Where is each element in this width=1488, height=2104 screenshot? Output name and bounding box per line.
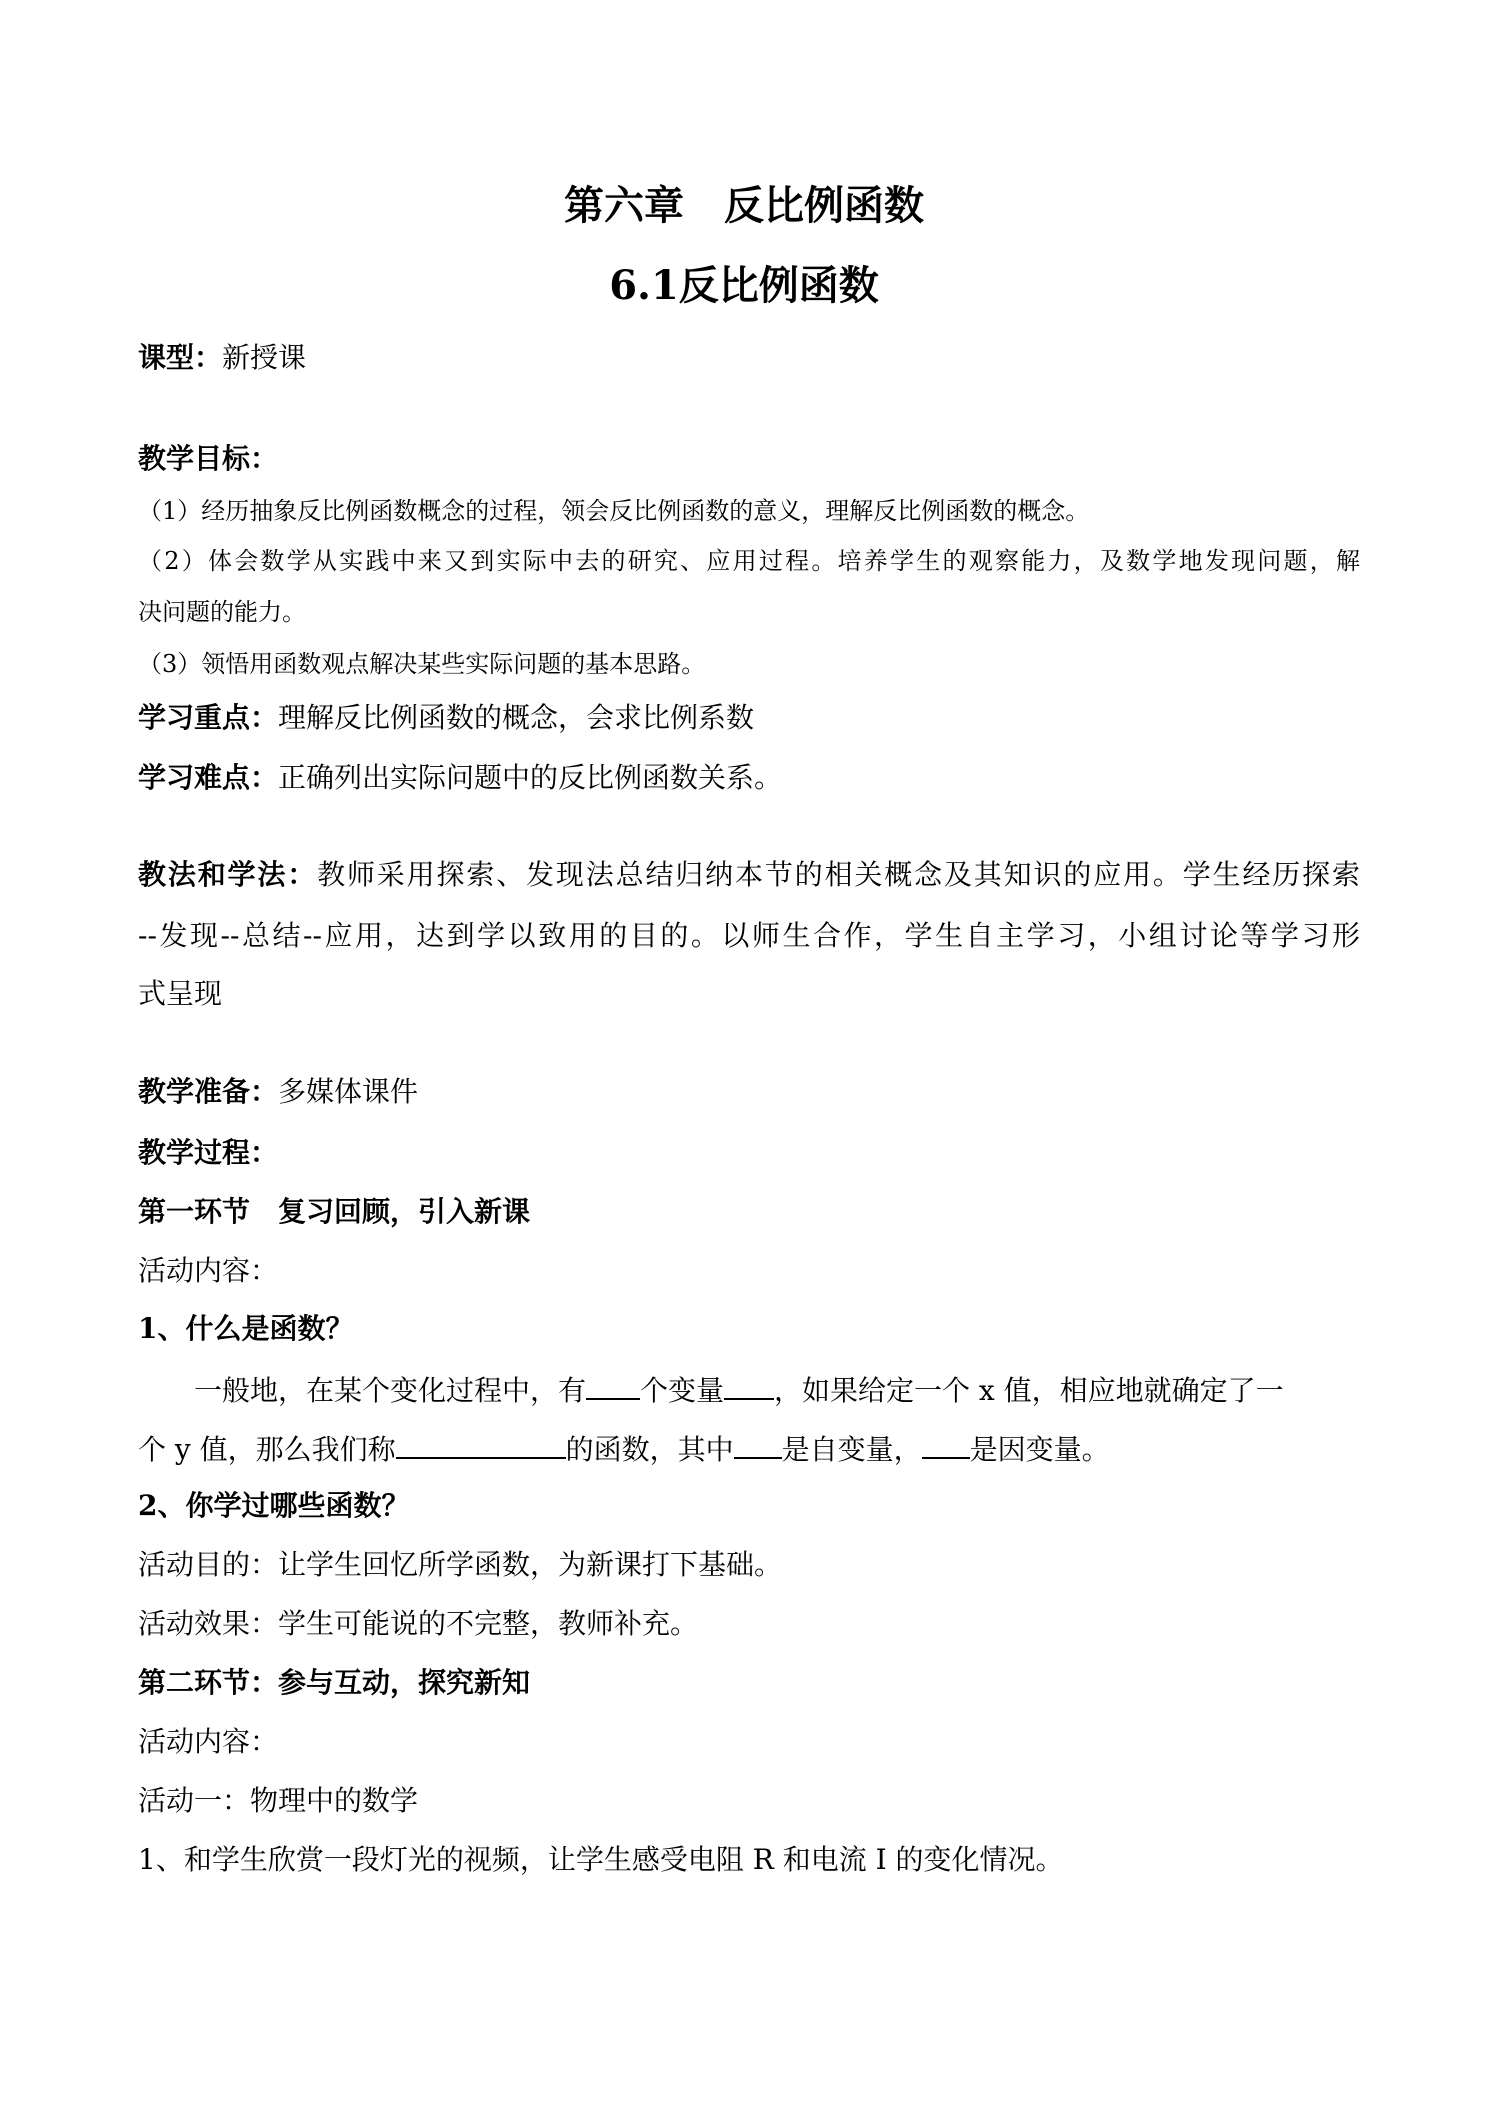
difficulties-value: 正确列出实际问题中的反比例函数关系。 — [278, 761, 783, 794]
fill-blank[interactable] — [396, 1429, 566, 1459]
methods-text: 教师采用探索、发现法总结归纳本节的相关概念及其知识的应用。学生经历探索 — [317, 858, 1360, 891]
activity-effect: 活动效果：学生可能说的不完整，教师补充。 — [138, 1607, 699, 1640]
fill-blank[interactable] — [922, 1429, 970, 1459]
objective-item: （2）体会数学从实践中来又到实际中去的研究、应用过程。培养学生的观察能力，及数学地发现问题，解 — [138, 547, 1360, 575]
lesson-type-value: 新授课 — [222, 341, 307, 374]
fill-text: 个变量 — [640, 1374, 725, 1407]
key-points-value: 理解反比例函数的概念，会求比例系数 — [278, 701, 755, 734]
fill-text: 的函数，其中 — [565, 1433, 734, 1466]
fill-text: 是自变量， — [781, 1433, 922, 1466]
question-2: 2、你学过哪些函数？ — [138, 1489, 410, 1522]
fill-in-line-2 — [138, 1429, 1360, 1468]
fill-blank[interactable] — [724, 1370, 774, 1400]
activity-content-label: 活动内容： — [138, 1254, 279, 1287]
fill-text: 一般地，在某个变化过程中，有 — [138, 1374, 587, 1407]
objectives-heading: 教学目标： — [138, 442, 279, 475]
preparation-label: 教学准备： — [138, 1075, 279, 1108]
fill-in-line-1 — [138, 1370, 1360, 1409]
objective-item: （3）领悟用函数观点解决某些实际问题的基本思路。 — [138, 650, 706, 678]
activity-content-label: 活动内容： — [138, 1725, 279, 1758]
lesson-type — [138, 340, 1360, 376]
activity-purpose: 活动目的：让学生回忆所学函数，为新课打下基础。 — [138, 1548, 783, 1581]
key-points-label: 学习重点： — [138, 701, 279, 734]
methods-line: 式呈现 — [138, 977, 223, 1010]
fill-text: 个 y 值，那么我们称 — [138, 1433, 396, 1466]
fill-text: 是因变量。 — [969, 1433, 1110, 1466]
activity-one: 活动一：物理中的数学 — [138, 1784, 419, 1817]
difficulties-label: 学习难点： — [138, 761, 279, 794]
objective-item: 决问题的能力。 — [138, 598, 306, 626]
section-title: 6.1反比例函数 — [609, 262, 879, 309]
stage1-heading: 第一环节 复习回顾，引入新课 — [138, 1195, 531, 1228]
preparation-value: 多媒体课件 — [278, 1075, 419, 1108]
lesson-type-label: 课型： — [138, 341, 223, 374]
methods-line — [138, 857, 1360, 893]
fill-blank[interactable] — [734, 1429, 782, 1459]
key-points — [138, 700, 1360, 736]
process-heading: 教学过程： — [138, 1136, 279, 1169]
methods-line: --发现--总结--应用，达到学以致用的目的。以师生合作，学生自主学习，小组讨论等学习形 — [138, 919, 1360, 952]
methods-label: 教法和学法： — [138, 858, 318, 891]
stage2-heading: 第二环节：参与互动，探究新知 — [138, 1666, 531, 1699]
objective-item: （1）经历抽象反比例函数概念的过程，领会反比例函数的意义，理解反比例函数的概念。 — [138, 497, 1090, 525]
chapter-title: 第六章 反比例函数 — [564, 182, 924, 229]
activity-item-1: 1、和学生欣赏一段灯光的视频，让学生感受电阻 R 和电流 I 的变化情况。 — [138, 1843, 1064, 1876]
difficulties — [138, 760, 1360, 796]
fill-text: ，如果给定一个 x 值，相应地就确定了一 — [774, 1374, 1284, 1407]
fill-blank[interactable] — [586, 1370, 640, 1400]
question-1: 1、什么是函数？ — [138, 1312, 354, 1345]
preparation — [138, 1074, 1360, 1110]
